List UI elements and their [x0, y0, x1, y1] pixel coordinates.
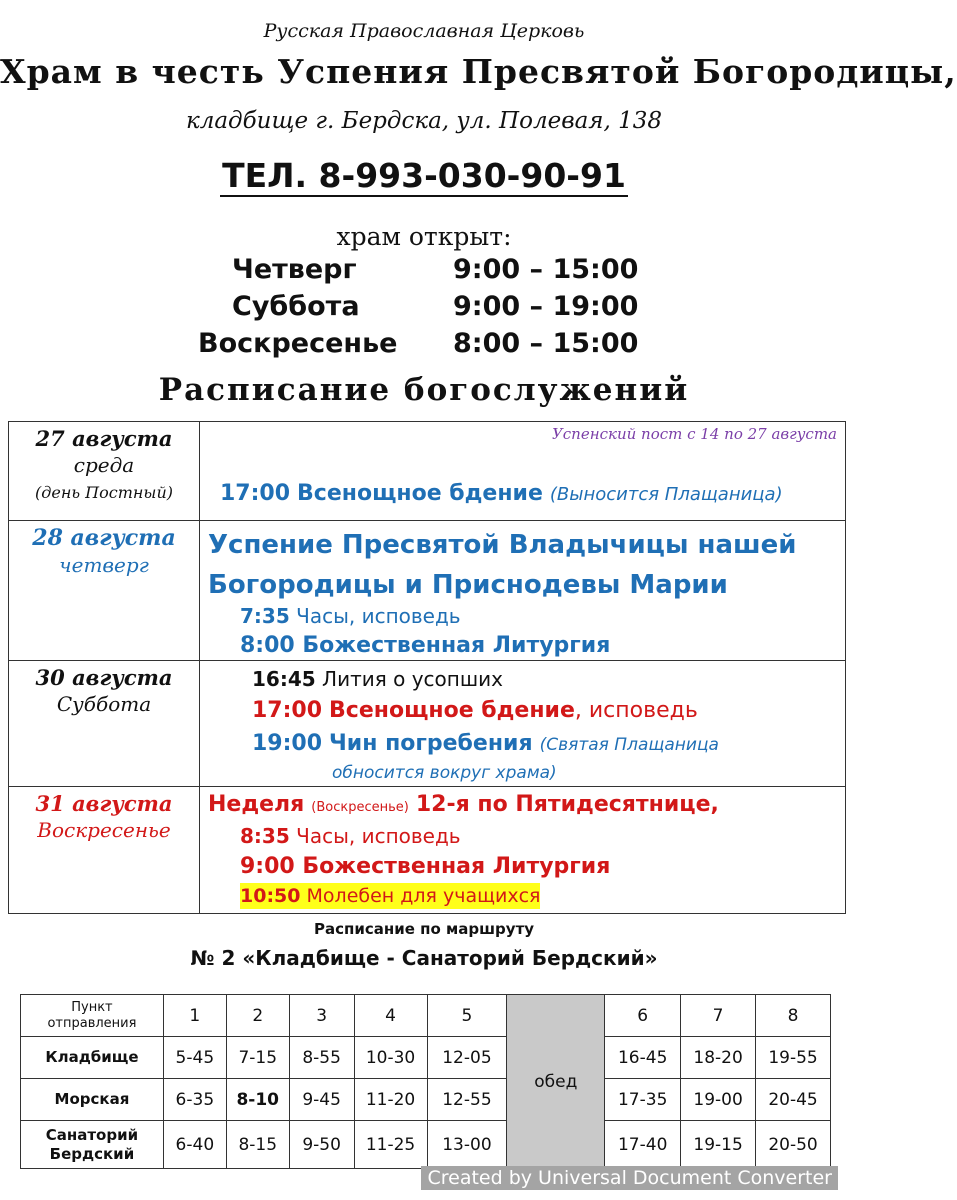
event-extra: , исповедь — [574, 698, 698, 723]
weekday-label: Суббота — [56, 692, 152, 716]
bus-header-row — [21, 995, 831, 1037]
event-time: 10:50 — [240, 885, 301, 907]
departure-time: 20-50 — [756, 1121, 831, 1169]
event-time: 19:00 — [252, 731, 323, 756]
services-schedule-table — [8, 421, 846, 914]
event-name: Всенощное бдение — [297, 481, 543, 506]
event-name: Часы, исповедь — [296, 604, 461, 628]
open-hours-label: храм открыт: — [336, 222, 512, 251]
stop-name: Кладбище — [21, 1037, 164, 1079]
departure-time: 5-45 — [163, 1037, 226, 1079]
hours-time: 8:00 – 15:00 — [453, 328, 639, 359]
departure-time: 8-10 — [226, 1079, 289, 1121]
departure-time: 19-15 — [681, 1121, 756, 1169]
weekday-label: четверг — [59, 553, 149, 577]
temple-name: Храм в честь Успения Пресвятой Богородицы, — [0, 52, 957, 91]
bus-row-sanatorium — [21, 1121, 831, 1169]
departure-time: 11-25 — [354, 1121, 427, 1169]
departure-time: 12-55 — [427, 1079, 507, 1121]
departure-time: 12-05 — [427, 1037, 507, 1079]
date-label: 27 августа — [35, 426, 173, 451]
hours-row-sunday — [0, 328, 848, 365]
event-liturgy — [240, 630, 610, 662]
event-vigil — [220, 478, 783, 511]
sunday-title-b: 12-я по Пятидесятнице, — [415, 792, 719, 817]
schedule-row-aug28 — [9, 521, 846, 661]
trip-header: 6 — [605, 995, 681, 1037]
departure-time: 6-35 — [163, 1079, 226, 1121]
weekday-label: Воскресенье — [37, 818, 171, 842]
departure-time: 19-55 — [756, 1037, 831, 1079]
event-moleben — [240, 883, 540, 909]
departure-time: 16-45 — [605, 1037, 681, 1079]
schedule-row-aug31 — [9, 787, 846, 914]
event-litia — [252, 663, 503, 695]
date-label: 28 августа — [32, 525, 176, 551]
lunch-break: обед — [507, 995, 605, 1169]
trip-header: 5 — [427, 995, 507, 1037]
event-hours — [240, 820, 461, 852]
departure-time: 6-40 — [163, 1121, 226, 1169]
departure-time: 9-50 — [289, 1121, 354, 1169]
event-time: 16:45 — [252, 667, 316, 691]
day-note: (день Постный) — [34, 483, 174, 502]
hours-time: 9:00 – 19:00 — [453, 291, 639, 322]
events-cell — [200, 787, 846, 914]
trip-header: 2 — [226, 995, 289, 1037]
departure-time: 17-40 — [605, 1121, 681, 1169]
date-cell — [9, 521, 200, 661]
departure-time: 8-55 — [289, 1037, 354, 1079]
departure-time: 20-45 — [756, 1079, 831, 1121]
stop-column-header — [21, 995, 164, 1037]
event-time: 8:00 — [240, 633, 295, 658]
event-note: (Святая Плащаница — [539, 735, 719, 755]
stop-name: Морская — [21, 1079, 164, 1121]
schedule-title: Расписание богослужений — [158, 372, 690, 408]
departure-time: 11-20 — [354, 1079, 427, 1121]
trip-header: 4 — [354, 995, 427, 1037]
event-note: (Выносится Плащаница) — [549, 484, 783, 505]
date-cell — [9, 422, 200, 521]
departure-time: 7-15 — [226, 1037, 289, 1079]
hours-day: Суббота — [232, 291, 360, 322]
sunday-title — [208, 789, 719, 824]
event-name: Чин погребения — [329, 731, 533, 756]
schedule-row-aug30 — [9, 661, 846, 787]
events-cell — [200, 521, 846, 661]
hours-day: Воскресенье — [198, 328, 398, 359]
events-cell — [200, 661, 846, 787]
bus-timetable — [20, 994, 831, 1169]
event-time: 9:00 — [240, 854, 295, 879]
date-label: 31 августа — [35, 791, 173, 816]
event-name: Всенощное бдение — [329, 698, 575, 723]
event-name: Часы, исповедь — [296, 824, 461, 848]
event-name: Божественная Литургия — [302, 854, 611, 879]
trip-header: 7 — [681, 995, 756, 1037]
event-time: 17:00 — [220, 481, 291, 506]
departure-time: 18-20 — [681, 1037, 756, 1079]
hours-row-thursday — [0, 254, 848, 291]
stop-header-line2: отправления — [47, 1015, 137, 1031]
date-cell — [9, 787, 200, 914]
hours-day: Четверг — [232, 254, 357, 285]
stop-name — [21, 1121, 164, 1169]
bus-row-kladbishche — [21, 1037, 831, 1079]
schedule-row-aug27 — [9, 422, 846, 521]
date-cell — [9, 661, 200, 787]
church-name: Русская Православная Церковь — [263, 20, 585, 42]
event-name: Молебен для учащихся — [306, 885, 541, 907]
stop-name-line2: Бердский — [49, 1144, 135, 1163]
event-name: Лития о усопших — [322, 667, 503, 691]
bus-route-name: № 2 «Кладбище - Санаторий Бердский» — [190, 946, 658, 970]
temple-address: кладбище г. Бердска, ул. Полевая, 138 — [185, 108, 663, 134]
weekday-label: среда — [73, 453, 135, 477]
departure-time: 17-35 — [605, 1079, 681, 1121]
departure-time: 10-30 — [354, 1037, 427, 1079]
sunday-title-a: Неделя — [208, 792, 305, 817]
converter-watermark: Created by Universal Document Converter — [421, 1166, 838, 1190]
stop-name-line1: Санаторий — [45, 1125, 139, 1144]
hours-time: 9:00 – 15:00 — [453, 254, 639, 285]
hours-row-saturday — [0, 291, 848, 328]
event-time: 7:35 — [240, 604, 290, 628]
stop-header-line1: Пункт — [71, 999, 113, 1015]
bus-schedule-title: Расписание по маршруту — [313, 920, 535, 938]
departure-time: 8-15 — [226, 1121, 289, 1169]
event-name: Божественная Литургия — [302, 633, 611, 658]
event-liturgy — [240, 851, 610, 883]
event-time: 8:35 — [240, 824, 290, 848]
bus-row-morskaya — [21, 1079, 831, 1121]
trip-header: 3 — [289, 995, 354, 1037]
events-cell — [200, 422, 846, 521]
trip-header: 8 — [756, 995, 831, 1037]
departure-time: 9-45 — [289, 1079, 354, 1121]
event-hours — [240, 600, 461, 632]
event-time: 17:00 — [252, 698, 323, 723]
departure-time: 19-00 — [681, 1079, 756, 1121]
event-vigil — [252, 695, 698, 727]
trip-header: 1 — [163, 995, 226, 1037]
phone-number — [0, 156, 848, 195]
feast-title-2: Богородицы и Приснодевы Марии — [208, 570, 728, 600]
departure-time: 13-00 — [427, 1121, 507, 1169]
phone-text: ТЕЛ. 8-993-030-90-91 — [222, 156, 626, 195]
sunday-title-small: (Воскресенье) — [311, 800, 409, 815]
fast-note: Успенский пост с 14 по 27 августа — [551, 425, 837, 443]
event-note-cont: обносится вокруг храма) — [332, 763, 557, 783]
feast-title-1: Успение Пресвятой Владычицы нашей — [208, 530, 797, 560]
date-label: 30 августа — [35, 665, 173, 690]
